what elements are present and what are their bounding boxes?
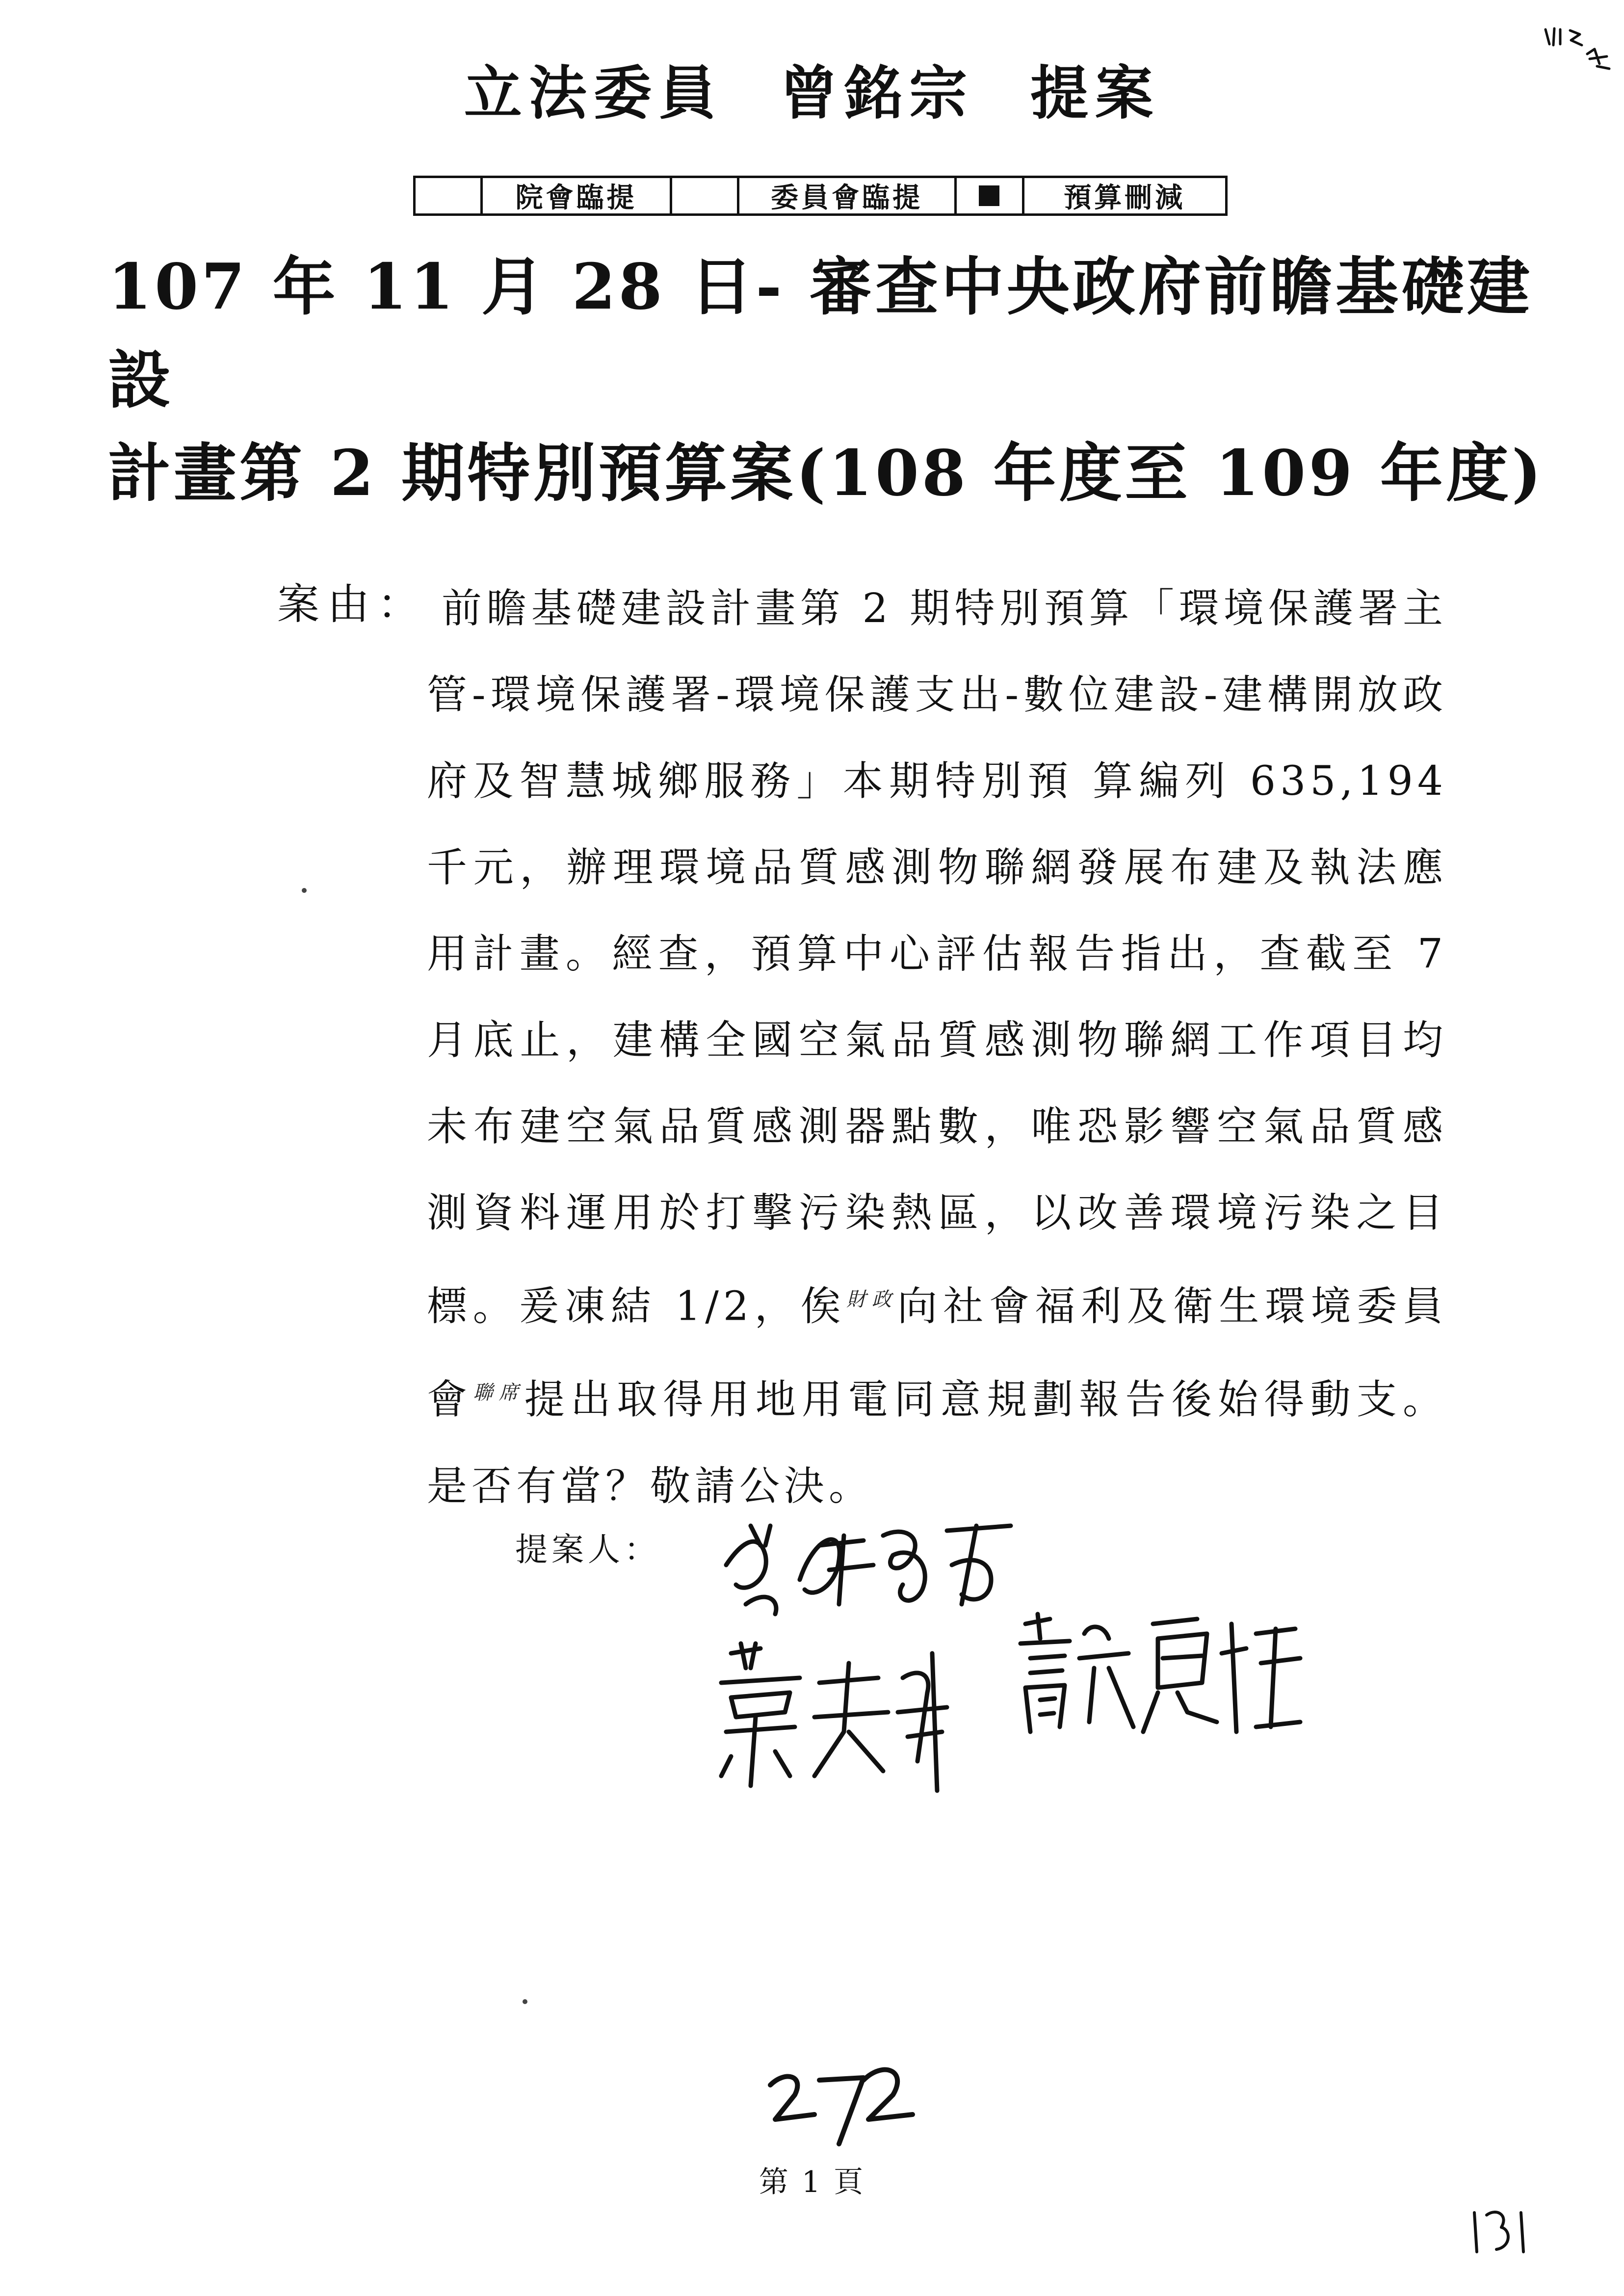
header-doc-type: 提案 [1030,59,1160,127]
reason-part-2: 向社會福利及衛生環境委員會 [427,1283,1447,1423]
handwritten-annotation-joint: 聯席 [473,1382,524,1405]
proposer-label: 提案人： [515,1531,660,1568]
checkbox-floor-motion[interactable] [416,178,483,213]
checkbox-committee-motion[interactable] [672,178,739,213]
handwritten-annotation-finance: 財政 [846,1288,897,1311]
reason-part-3: 提出取得用地用電同意規劃報告後始得動支。是否有當？敬請公決。 [427,1376,1447,1510]
scan-speck [302,888,307,893]
main-heading [108,240,1595,520]
proposal-type-box [413,176,1228,216]
checkbox-budget-cut[interactable] [957,178,1024,213]
reason-label: 案由： [277,580,427,629]
header-name: 曾銘宗 [779,59,974,127]
reason-body [427,566,1447,1530]
page-number: 第 1 頁 [759,2165,865,2199]
corner-handwritten-number [1467,2203,1536,2257]
signature-2 [702,1634,967,1796]
heading-line-1: 107 年 11 月 28 日- 審查中央政府前瞻基礎建設 [108,250,1533,417]
heading-line-2: 計畫第 2 期特別預算案(108 年度至 109 年度) [108,437,1545,510]
label-budget-cut: 預算刪減 [1064,182,1186,214]
scan-speck [523,1999,527,2004]
document-header [0,47,1624,130]
label-floor-motion: 院會臨提 [483,178,672,213]
signature-1 [716,1506,1021,1619]
signature-3 [1011,1594,1305,1742]
header-role: 立法委員 [464,59,723,127]
handwritten-page-number [756,2051,917,2149]
reason-part-1: 前瞻基礎建設計畫第 2 期特別預算「環境保護署主管-環境保護署-環境保護支出-數位建設-建構開放政府及智慧城鄉服務」本期特別預 算編列 635,194 千元，辦理環境品質感測物聯網發展布建及執法應用計畫。經查，預算中心評估報告指出，查截至 7 月底止，建構全國空氣品質感測物聯網工作項目均未布建空氣品質感測器點數，唯恐影響空氣品質感測資料運用於打擊污染熱區，以改善環境污染之目標。爰凍結 1/2，俟 [427,585,1447,1330]
label-committee-motion: 委員會臨提 [739,178,957,213]
